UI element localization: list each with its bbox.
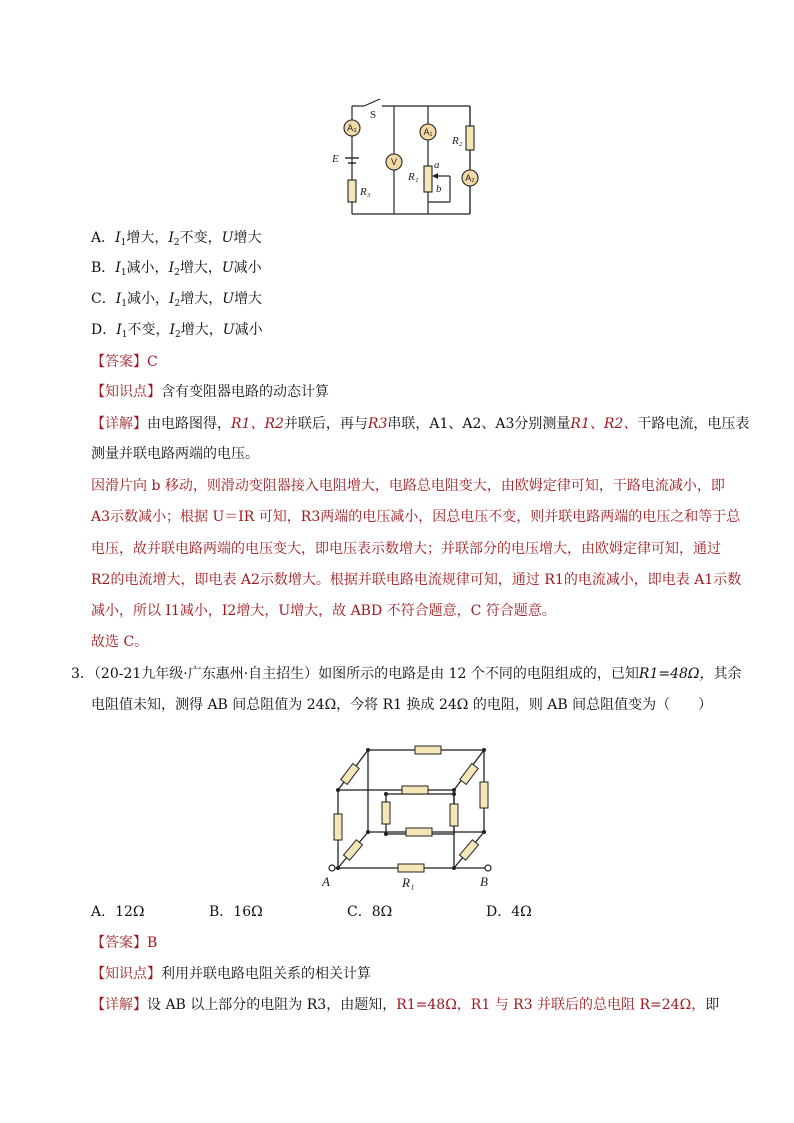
option-c: C．$I_1$减小，$I_2$增大，U增大 bbox=[91, 291, 263, 309]
node-a-label: A bbox=[322, 874, 330, 889]
ammeter-a1-label: A₁ bbox=[423, 127, 433, 137]
detail-line-6: R2的电流增大，即电表 A2示数增大。根据并联电路电流规律可知，通过 R1的电流减小，即电表 A1示数 bbox=[91, 572, 742, 588]
svg-text:R₃: R₃ bbox=[360, 186, 371, 198]
q3-answer-line: 【答案】B bbox=[91, 935, 158, 951]
q3-option-c: C．8Ω bbox=[347, 904, 393, 920]
option-b: B．$I_1$减小，$I_2$增大，U减小 bbox=[91, 260, 262, 278]
q3-option-b: B．16Ω bbox=[209, 904, 263, 920]
detail-line-5: 电压，故并联电路两端的电压变大，即电压表示数增大；并联部分的电压增大，由欧姆定律可知，通过 bbox=[91, 541, 721, 557]
option-d: D．$I_1$不变，$I_2$增大，U减小 bbox=[91, 322, 263, 340]
q3-knowledge-point-line: 【知识点】利用并联电路电阻关系的相关计算 bbox=[91, 966, 371, 982]
detail-line-8: 故选 C。 bbox=[91, 634, 149, 650]
svg-text:R₂: R₂ bbox=[452, 135, 463, 147]
r1-label: R₁ bbox=[402, 875, 415, 890]
knowledge-point-line: 【知识点】含有变阻器电路的动态计算 bbox=[91, 384, 329, 400]
answer-line: 【答案】C bbox=[91, 354, 158, 370]
detail-line-3: 因滑片向 b 移动，则滑动变阻器接入电阻增大，电路总电阻变大，由欧姆定律可知，干路电流减小，即 bbox=[91, 478, 725, 494]
ammeter-a2-label: A₂ bbox=[465, 173, 475, 183]
q3-option-a: A．12Ω bbox=[91, 904, 145, 920]
ammeter-a3-label: A₃ bbox=[347, 123, 357, 133]
cube-resistor-diagram bbox=[320, 740, 500, 890]
option-a: A．$I_1$增大，$I_2$不变，U增大 bbox=[91, 230, 262, 248]
question-3-stem-2: 电阻值未知，测得 AB 间总阻值为 24Ω，今将 R1 换成 24Ω 的电阻，则 AB 间总阻值变为（ ） bbox=[91, 697, 713, 713]
detail-line-4: A3示数减小；根据 U＝IR 可知，R3两端的电压减小，因总电压不变，则并联电路两端的电压之和等于总 bbox=[91, 509, 741, 525]
svg-text:b: b bbox=[436, 183, 442, 195]
voltmeter-label: V bbox=[390, 157, 398, 167]
detail-line-7: 减小，所以 I1减小，I2增大，U增大，故 ABD 不符合题意，C 符合题意。 bbox=[91, 603, 556, 619]
svg-text:S: S bbox=[370, 109, 377, 121]
q3-option-d: D．4Ω bbox=[486, 904, 532, 920]
svg-text:E: E bbox=[332, 153, 339, 165]
svg-text:R₁: R₁ bbox=[408, 171, 419, 183]
q3-detail-line-1: 【详解】设 AB 以上部分的电阻为 R3，由题知，R1=48Ω，R1 与 R3 并联后的总电阻 R=24Ω，即 bbox=[91, 997, 720, 1013]
detail-line-2: 测量并联电路两端的电压。 bbox=[91, 446, 259, 462]
circuit-diagram-1 bbox=[330, 96, 490, 220]
question-3-stem-1: 3．（20-21九年级·广东惠州·自主招生）如图所示的电路是由 12 个不同的电阻组成的，已知R1=48Ω，其余 bbox=[71, 666, 742, 682]
detail-line-1: 【详解】由电路图得，R1、R2并联后，再与R3串联，A1、A2、A3分别测量R1、R2、干路电流，电压表 bbox=[91, 416, 750, 432]
svg-text:a: a bbox=[434, 159, 440, 171]
node-b-label: B bbox=[480, 874, 488, 889]
